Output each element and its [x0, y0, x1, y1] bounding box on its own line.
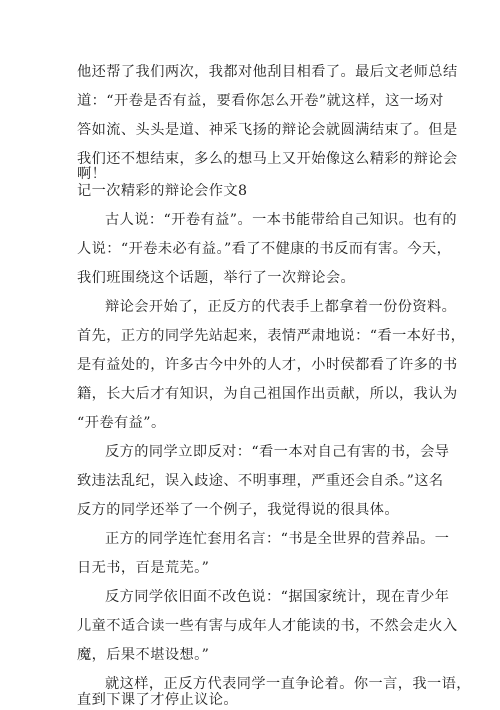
text-line: 答如流、头头是道、神采飞扬的辩论会就圆满结束了。但是	[77, 122, 458, 138]
text-line: “开卷有益”。	[77, 415, 166, 431]
text-line: 我们还不想结束，多么的想马上又开始像这么精彩的辩论会	[77, 151, 458, 167]
text-line: 魔，后果不堪设想。”	[77, 647, 210, 663]
text-line: 他还帮了我们两次，我都对他刮目相看了。最后文老师总结	[77, 64, 458, 80]
text-line: 啊！	[77, 166, 107, 182]
text-line: 就这样，正反方代表同学一直争论着。你一言，我一语，	[105, 676, 471, 692]
text-line: 古人说：“开卷有益”。一本书能带给自己知识。也有的	[105, 212, 458, 228]
text-line: 反方的同学还举了一个例子，我觉得说的很具体。	[77, 502, 400, 518]
text-line: 直到下课了才停止议论。	[77, 692, 239, 708]
section-heading: 记一次精彩的辩论会作文8	[77, 183, 248, 199]
text-line: 我们班围绕这个话题，举行了一次辩论会。	[77, 270, 356, 286]
text-line: 籍，长大后才有知识，为自己祖国作出贡献，所以，我认为	[77, 386, 458, 402]
text-line: 致违法乱纪，误入歧途、不明事理，严重还会自杀。”这名	[77, 473, 444, 489]
text-line: 道：“开卷是否有益，要看你怎么开卷”就这样，这一场对	[77, 93, 444, 109]
text-line: 是有益处的，许多古今中外的人才，小时侯都看了许多的书	[77, 357, 458, 373]
text-line: 人说：“开卷未必有益。”看了不健康的书反而有害。今天，	[77, 241, 452, 257]
text-line: 首先，正方的同学先站起来，表情严肃地说：“看一本好书，	[77, 328, 466, 344]
text-line: 反方的同学立即反对：“看一本对自己有害的书，会导	[105, 444, 450, 460]
text-line: 儿童不适合读一些有害与成年人才能读的书，不然会走火入	[77, 618, 458, 634]
text-line: 日无书，百是荒芜。”	[77, 560, 210, 576]
text-line: 反方同学依旧面不改色说：“据国家统计，现在青少年	[105, 589, 450, 605]
text-line: 正方的同学连忙套用名言：“书是全世界的营养品。一	[105, 531, 450, 547]
text-line: 辩论会开始了，正反方的代表手上都拿着一份份资料。	[105, 299, 457, 315]
